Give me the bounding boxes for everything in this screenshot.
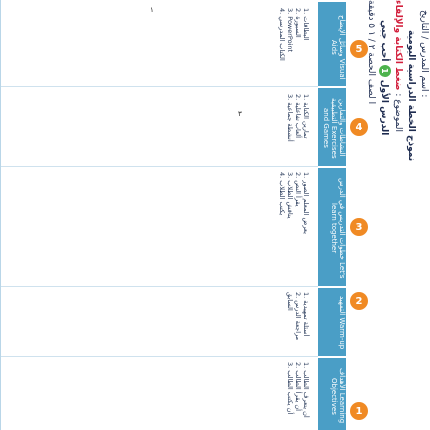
steps-content <box>60 172 310 282</box>
list-item: 3. PowerPoint <box>286 8 294 53</box>
row-divider <box>0 286 318 287</box>
column-title-objectives: الأهداف Learning Objectives <box>330 368 346 424</box>
lesson-plan-title: نموذج الخطة الدراسية اليومية <box>406 30 416 162</box>
list-item: 2. السبورة <box>294 8 302 38</box>
list-item: 1. تمارين الكتابة <box>302 94 310 139</box>
list-item: 3. أنشطة جماعية <box>286 94 294 142</box>
row-divider <box>0 166 318 167</box>
class-line: ا لصف الحصة ٢ / ١ ٥ دقيقة <box>366 0 376 105</box>
warmup-content <box>170 292 310 350</box>
column-number-badge: 1 <box>350 402 368 420</box>
unit-line: الدرس الأول 1 أحب جبي <box>379 20 389 136</box>
page-header <box>364 0 430 430</box>
visual-aids-content <box>230 8 310 82</box>
list-item: 2. مراجعة الدرس السابق <box>286 292 302 341</box>
column-number-badge: 3 <box>350 218 368 236</box>
list-item: 1. أسئلة تمهيدية <box>302 292 310 337</box>
row-divider <box>0 356 318 357</box>
list-item: 1. البطاقات <box>302 8 310 41</box>
exercises-content <box>30 94 310 162</box>
column-title-visual-aids: وسائل الإيضاح Visual Aids <box>330 14 346 80</box>
page-fragment: ٣ <box>238 110 242 118</box>
column-title-steps: خطوات التدريس في الدرس Let's learn together <box>330 177 346 279</box>
list-item: 2. ألعاب تفاعلية <box>294 94 302 138</box>
column-number-badge: 5 <box>350 40 368 58</box>
list-item: 3. أن يكتب الطالب <box>286 362 294 415</box>
list-item: 4. يكتب الطلاب <box>278 172 286 216</box>
list-item: 1. يعرض المعلم الصور <box>302 172 310 234</box>
column-title-exercises: النشاطات والتمارين التطبيقية Exercises and Games <box>322 97 346 159</box>
list-item: 2. يقرأ النص <box>294 172 302 207</box>
list-item: 1. أن يتعرف الطالب <box>302 362 310 418</box>
column-number-badge: 4 <box>350 118 368 136</box>
column-title-warmup: التمهيد Warm-up <box>338 296 346 350</box>
list-item: 2. أن يقرأ الطالب <box>294 362 302 411</box>
list-item: 4. الكتاب المدرسي <box>278 8 286 61</box>
column-number-badge: 2 <box>350 292 368 310</box>
page-edge <box>0 0 1 430</box>
topic-line: الموضوع : ضغط الكتابة والإلقاء <box>393 0 403 133</box>
name-date-label: اسم المدرس / التاريخ : <box>419 10 429 98</box>
row-divider <box>0 86 318 87</box>
list-item: 3. يناقش الطلاب <box>286 172 294 219</box>
page-fragment: ١ <box>150 6 154 14</box>
unit-number-badge: 1 <box>379 65 391 77</box>
objectives-content <box>200 362 310 426</box>
